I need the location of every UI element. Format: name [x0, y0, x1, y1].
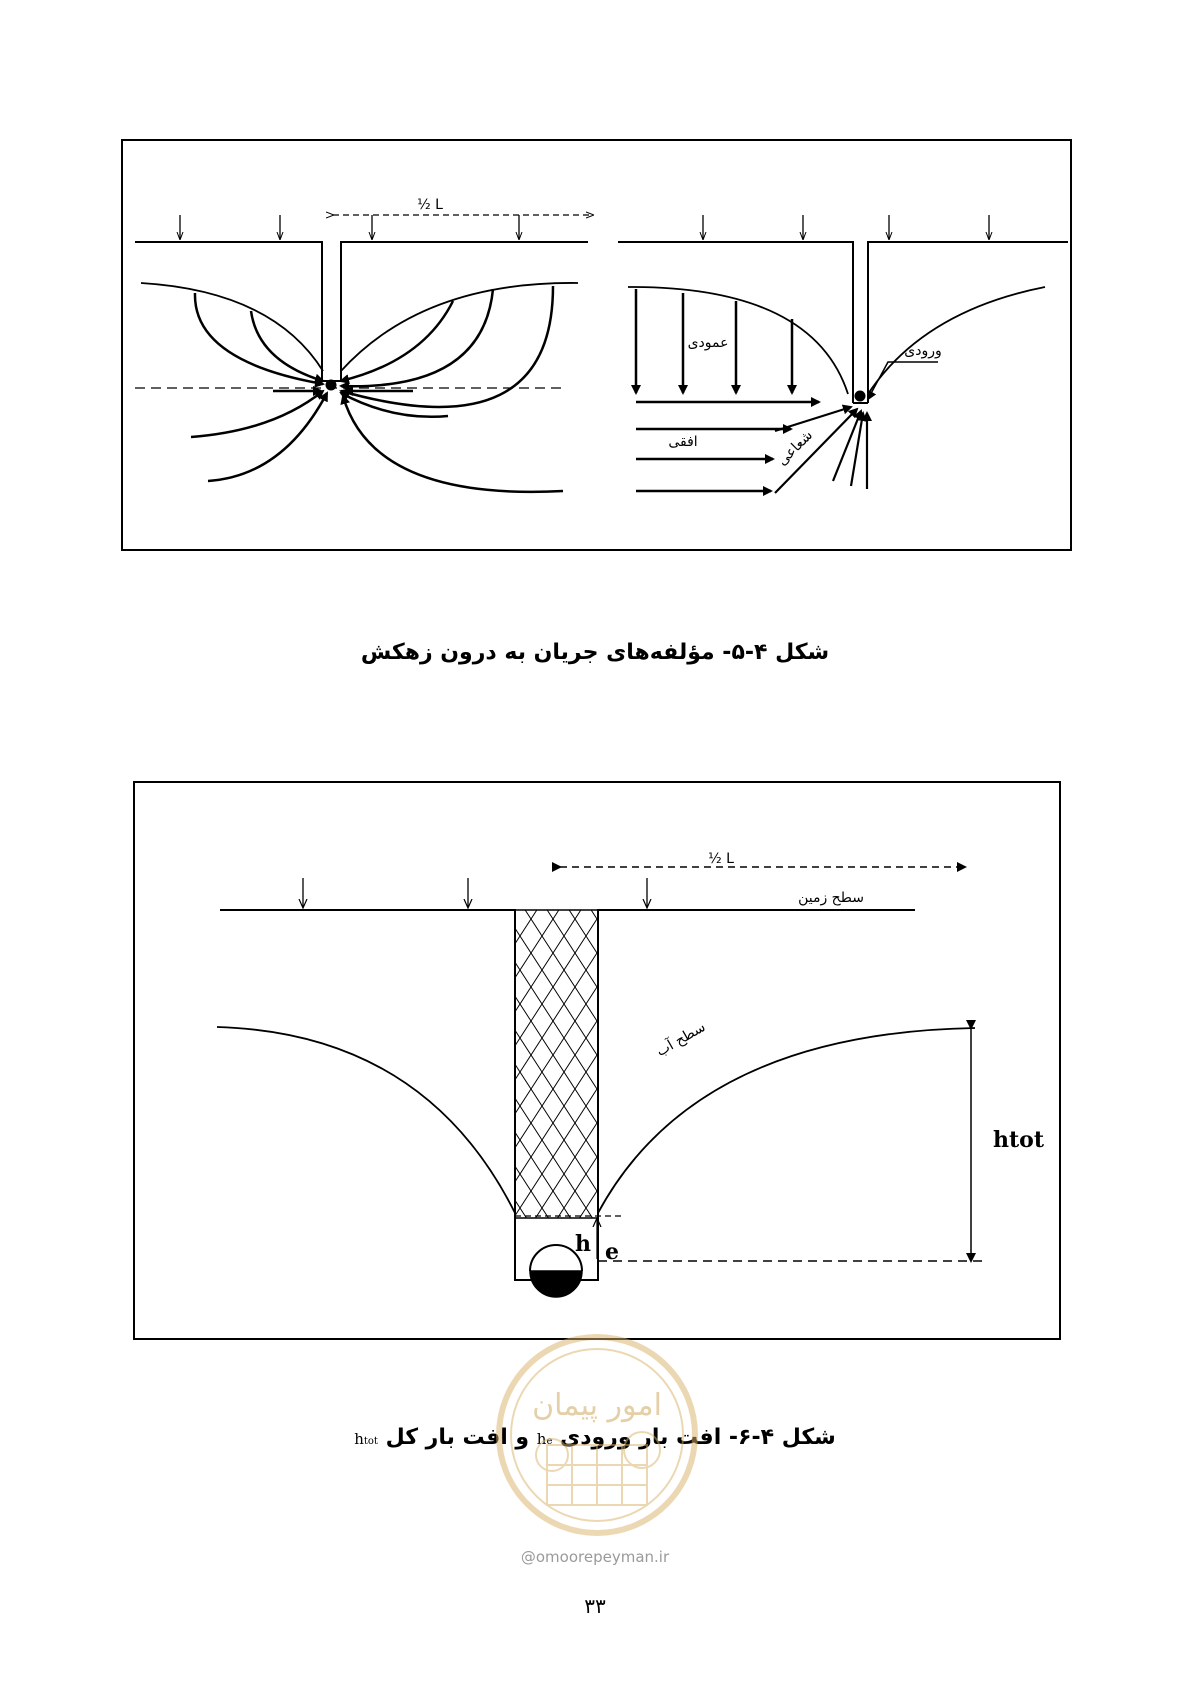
- omoorepeyman-logo-icon: [492, 1330, 702, 1540]
- watermark-text: امور پیمان: [532, 1388, 662, 1423]
- total-head-label: htot: [993, 1127, 1044, 1153]
- entry-head-e: e: [605, 1239, 619, 1265]
- figure-flow-components: [121, 139, 1072, 551]
- flow-components-drawing: [123, 141, 1074, 553]
- page-number: ۳۳: [584, 1594, 606, 1618]
- figure-entry-head-loss: [133, 781, 1061, 1340]
- entry-head-h: h: [575, 1231, 591, 1257]
- caption2-and: و افت بار کل: [385, 1425, 530, 1450]
- water-surface-label: سطح آب: [653, 1019, 709, 1060]
- label-horizontal: افقی: [668, 434, 698, 450]
- website-label: @omoorepeyman.ir: [520, 1548, 670, 1566]
- label-radial: شعاعی: [774, 427, 816, 469]
- left-panel: [135, 215, 593, 492]
- fig2-dimension-label: ½ L: [708, 851, 734, 867]
- fig1-dimension-label: ½ L: [417, 197, 443, 213]
- label-entry: ورودی: [904, 343, 942, 359]
- caption2-htot: htot: [354, 1430, 378, 1448]
- ground-surface-label: سطح زمین: [798, 890, 864, 906]
- caption2-he: he: [536, 1430, 553, 1448]
- right-panel: [618, 215, 1068, 493]
- figure1-caption: شکل ۴-۵- مؤلفه‌های جریان به درون زهکش: [360, 640, 830, 665]
- trench-drawing: [217, 867, 985, 1297]
- label-vertical: عمودی: [687, 335, 729, 351]
- caption2-main: شکل ۴-۶- افت بار ورودی: [560, 1425, 836, 1450]
- entry-head-loss-drawing: [135, 783, 1063, 1342]
